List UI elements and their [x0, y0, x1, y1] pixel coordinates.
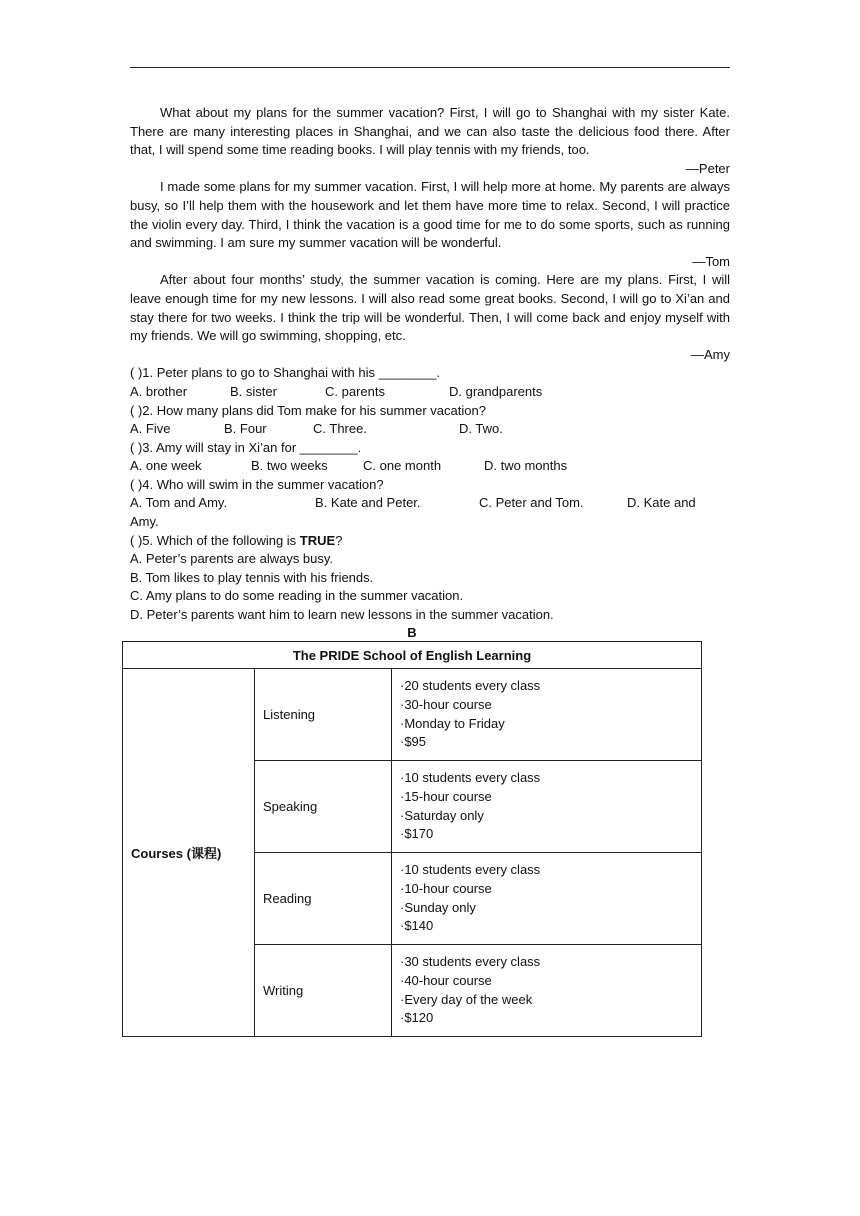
option-b: B. two weeks	[251, 458, 328, 474]
question-stem: ( )4. Who will swim in the summer vacation?	[130, 476, 384, 492]
section-b-label: B	[407, 625, 417, 640]
amy-signature: —Amy	[691, 346, 730, 362]
detail-line: ·10 students every class	[400, 862, 541, 878]
stem-emphasis: TRUE	[299, 532, 336, 548]
question-stem	[130, 532, 730, 551]
detail-line: ·Monday to Friday	[400, 715, 505, 731]
detail-line: ·10-hour course	[400, 880, 492, 896]
header-rule	[130, 67, 730, 68]
course-name: Writing	[255, 945, 392, 1037]
amy-paragraph: After about four months’ study, the summer vacation is coming. Here are my plans. First, I will leave enough time for my new lessons. I will also read some great books. Second, I will go to Xi’an and stay there for two weeks. I think the trip will be wonderful. Then, I will come back and enjoy myself with my friends. We will go swimming, shopping, etc.	[130, 272, 730, 344]
course-details	[392, 669, 702, 761]
table-title-row	[123, 642, 702, 669]
option-d: D. two months	[484, 458, 568, 474]
peter-paragraph: What about my plans for the summer vacation? First, I will go to Shanghai with my sister Kate. There are many interesting places in Shanghai, and we can also taste the delicious food there. After that, I will spend some time reading books. I will play tennis with my friends, too.	[130, 105, 730, 158]
detail-line: ·30-hour course	[400, 696, 492, 712]
option-b: B. Tom likes to play tennis with his friends.	[130, 569, 374, 585]
option-c: C. one month	[363, 458, 442, 474]
question-options	[130, 420, 730, 439]
option-a: A. brother	[130, 383, 188, 399]
course-details	[392, 761, 702, 853]
detail-line: ·20 students every class	[400, 678, 541, 694]
question-options	[130, 383, 730, 402]
question-3	[130, 439, 730, 476]
course-details	[392, 853, 702, 945]
stem-prefix: ( )5. Which of the following is	[130, 532, 300, 548]
course-table	[122, 641, 702, 1037]
detail-line: ·Every day of the week	[400, 991, 533, 1007]
passage-a	[130, 104, 730, 625]
option-c: C. parents	[325, 383, 385, 399]
option-a: A. Peter’s parents are always busy.	[130, 551, 334, 567]
option-d: D. Peter’s parents want him to learn new lessons in the summer vacation.	[130, 607, 554, 623]
detail-line: ·$170	[400, 826, 434, 842]
question-options	[130, 457, 730, 476]
option-a: A. Five	[130, 421, 171, 437]
detail-line: ·$95	[400, 734, 427, 750]
detail-line: ·Saturday only	[400, 807, 484, 823]
question-options	[130, 494, 730, 513]
question-5	[130, 532, 730, 625]
course-name: Reading	[255, 853, 392, 945]
courses-header: Courses (课程)	[123, 669, 255, 1037]
option-d: D. Two.	[459, 421, 503, 437]
option-d: D. Kate and	[627, 495, 696, 511]
peter-signature: —Peter	[685, 160, 730, 176]
detail-line: ·30 students every class	[400, 954, 541, 970]
option-a: A. one week	[130, 458, 202, 474]
detail-line: ·40-hour course	[400, 972, 492, 988]
detail-line: ·$140	[400, 918, 434, 934]
question-2	[130, 402, 730, 439]
question-4	[130, 476, 730, 532]
detail-line: ·$120	[400, 1010, 434, 1026]
tom-signature: —Tom	[692, 253, 730, 269]
tom-paragraph: I made some plans for my summer vacation. First, I will help more at home. My parents are always busy, so I’ll help them with the housework and let them have more time to relax. Second, I will practice the violin every day. Third, I think the vacation is a good time for me to do some sports, such as running and swimming. I am sure my summer vacation will be wonderful.	[130, 179, 730, 251]
table-row	[123, 669, 702, 761]
detail-line: ·Sunday only	[400, 899, 476, 915]
detail-line: ·10 students every class	[400, 770, 541, 786]
question-1	[130, 364, 730, 401]
option-c: C. Amy plans to do some reading in the summer vacation.	[130, 588, 464, 604]
course-details	[392, 945, 702, 1037]
option-d-wrap: Amy.	[130, 514, 159, 530]
option-b: B. Four	[224, 421, 267, 437]
option-c: C. Peter and Tom.	[479, 495, 584, 511]
stem-suffix: ?	[335, 532, 343, 548]
table-title: The PRIDE School of English Learning	[123, 642, 702, 669]
question-stem: ( )3. Amy will stay in Xi’an for ________.	[130, 439, 362, 455]
question-stem: ( )1. Peter plans to go to Shanghai with his ________.	[130, 365, 441, 381]
option-a: A. Tom and Amy.	[130, 495, 228, 511]
detail-line: ·15-hour course	[400, 788, 492, 804]
course-name: Speaking	[255, 761, 392, 853]
question-stem: ( )2. How many plans did Tom make for his summer vacation?	[130, 402, 486, 418]
option-b: B. Kate and Peter.	[315, 495, 421, 511]
course-name: Listening	[255, 669, 392, 761]
option-d: D. grandparents	[449, 383, 543, 399]
option-c: C. Three.	[313, 421, 367, 437]
option-b: B. sister	[230, 383, 277, 399]
